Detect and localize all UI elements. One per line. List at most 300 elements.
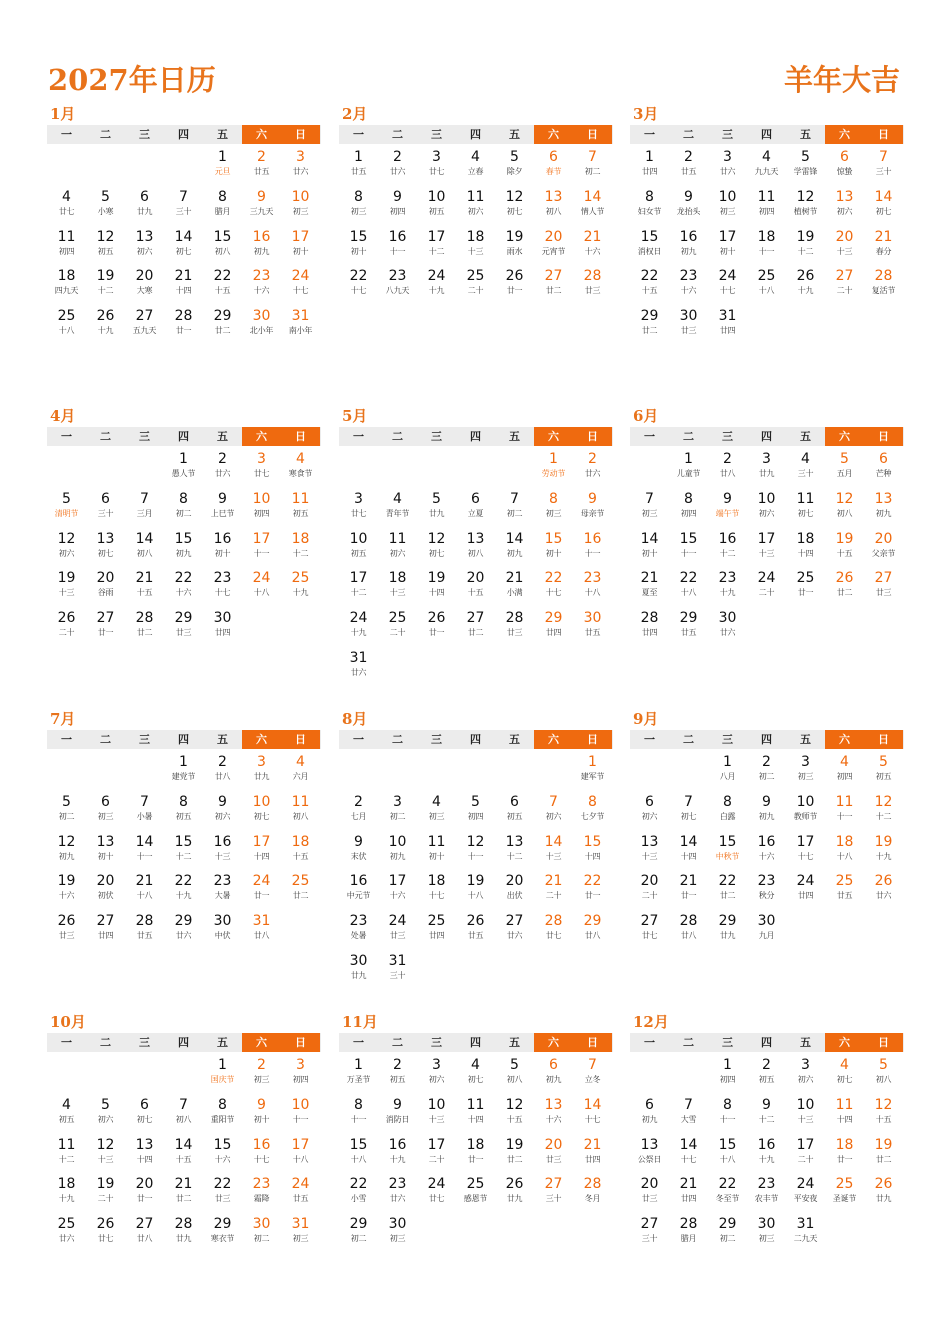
day-number: 5 (62, 793, 71, 810)
lunar-label: 二十 (428, 1154, 445, 1164)
day-cell (339, 187, 378, 227)
day-number: 5 (101, 1096, 110, 1113)
day-cell (203, 568, 242, 608)
day-cell (786, 266, 825, 306)
lunar-label: 小雪 (350, 1194, 367, 1204)
day-cell (125, 1214, 164, 1254)
lunar-label: 初五 (506, 811, 523, 821)
day-number: 17 (291, 228, 310, 245)
lunar-label: 中伏 (214, 931, 231, 941)
lunar-label: 初六 (136, 246, 153, 256)
day-number: 15 (174, 833, 193, 850)
day-number: 6 (101, 793, 110, 810)
day-cell (669, 608, 708, 648)
day-cell (534, 608, 573, 648)
lunar-label: 二十 (389, 628, 406, 638)
day-cell (417, 792, 456, 832)
day-number: 4 (296, 451, 305, 467)
day-cell (203, 608, 242, 648)
lunar-label: 十一 (680, 548, 697, 558)
lunar-label: 十五 (136, 588, 153, 598)
lunar-label: 龙抬头 (676, 206, 701, 216)
day-number: 23 (757, 1176, 776, 1193)
day-cell (242, 911, 281, 951)
day-cell (339, 911, 378, 951)
day-number: 12 (505, 1096, 524, 1113)
day-number: 23 (252, 268, 271, 285)
lunar-label: 十三 (214, 851, 231, 861)
weekday-label: 日 (573, 730, 612, 749)
day-number: 6 (549, 1057, 558, 1073)
day-number: 4 (471, 149, 480, 165)
day-cell (786, 832, 825, 872)
day-number: 28 (174, 308, 193, 325)
lunar-label: 清明节 (54, 508, 79, 518)
day-cell (786, 1214, 825, 1254)
day-cell (864, 449, 903, 489)
day-cell (630, 832, 669, 872)
lunar-label: 初十 (641, 548, 658, 558)
day-number: 27 (96, 913, 115, 930)
weekday-label: 三 (722, 430, 733, 443)
day-cell (630, 266, 669, 306)
lunar-label: 立春 (467, 167, 484, 176)
day-number: 9 (257, 1096, 266, 1113)
lunar-label: 初六 (797, 1075, 814, 1084)
day-number: 17 (796, 833, 815, 850)
day-cell (378, 1095, 417, 1135)
day-cell (339, 648, 378, 688)
day-cell (456, 568, 495, 608)
lunar-label: 廿三 (545, 1154, 562, 1164)
day-number: 4 (471, 1057, 480, 1073)
day-cell (86, 568, 125, 608)
lunar-label: 廿六 (350, 667, 367, 677)
day-number: 4 (62, 188, 71, 205)
day-cell (534, 1055, 573, 1095)
day-cell (495, 911, 534, 951)
day-cell (125, 911, 164, 951)
day-number: 18 (796, 530, 815, 547)
day-number: 26 (505, 268, 524, 285)
day-number: 7 (645, 490, 654, 507)
day-number: 24 (796, 873, 815, 890)
day-number: 2 (723, 451, 732, 467)
day-cell (281, 1055, 320, 1095)
day-cell (708, 1135, 747, 1175)
lunar-label: 冬月 (584, 1194, 601, 1204)
day-number: 13 (640, 1136, 659, 1153)
day-number: 25 (427, 913, 446, 930)
day-cell (378, 147, 417, 187)
day-cell (86, 608, 125, 648)
day-number: 27 (544, 268, 563, 285)
day-cell (864, 792, 903, 832)
day-cell (47, 568, 86, 608)
lunar-label: 十八 (58, 326, 75, 336)
day-cell (378, 951, 417, 991)
day-cell (534, 568, 573, 608)
lunar-label: 廿九 (719, 931, 736, 941)
day-cell (281, 449, 320, 489)
day-number: 18 (757, 228, 776, 245)
lunar-label: 南小年 (288, 326, 313, 336)
lunar-label: 十二 (506, 851, 523, 861)
lunar-label: 廿三 (389, 931, 406, 941)
lunar-label: 初二 (253, 1234, 270, 1244)
lunar-label: 廿一 (253, 891, 270, 901)
day-number: 23 (388, 268, 407, 285)
day-cell (495, 529, 534, 569)
lunar-label: 廿一 (506, 286, 523, 296)
lunar-label: 廿六 (389, 167, 406, 176)
month-name: 11月 (342, 1013, 378, 1031)
day-number: 9 (762, 793, 771, 810)
lunar-label: 廿五 (350, 167, 367, 176)
day-number: 8 (684, 490, 693, 507)
empty-cell (669, 1055, 708, 1095)
lunar-label: 初九 (58, 851, 75, 861)
day-number: 19 (505, 228, 524, 245)
day-cell (417, 147, 456, 187)
day-grid (339, 147, 613, 306)
day-cell (786, 187, 825, 227)
day-number: 13 (96, 530, 115, 547)
lunar-label: 廿五 (836, 891, 853, 901)
day-number: 15 (349, 1136, 368, 1153)
day-number: 31 (349, 649, 368, 666)
day-number: 24 (757, 570, 776, 587)
empty-cell (86, 449, 125, 489)
lunar-label: 十六 (58, 891, 75, 901)
lunar-label: 十五 (175, 1154, 192, 1164)
day-number: 18 (57, 1176, 76, 1193)
day-number: 19 (57, 570, 76, 587)
day-cell (242, 1214, 281, 1254)
lunar-label: 五九天 (132, 326, 157, 336)
lunar-label: 立夏 (467, 508, 484, 518)
day-cell (747, 871, 786, 911)
day-cell (164, 1095, 203, 1135)
weekday-label: 五 (217, 733, 228, 746)
day-cell (825, 1055, 864, 1095)
day-cell (164, 187, 203, 227)
lunar-label: 圣诞节 (832, 1194, 857, 1204)
day-number: 7 (588, 149, 597, 165)
lunar-label: 十八 (719, 1154, 736, 1164)
day-number: 16 (583, 530, 602, 547)
lunar-label: 元宵节 (541, 246, 566, 256)
lunar-label: 初三 (97, 811, 114, 821)
weekday-label: 三 (139, 128, 150, 141)
day-number: 30 (757, 1216, 776, 1233)
lunar-label: 廿九 (350, 970, 367, 980)
day-cell (630, 489, 669, 529)
day-cell (747, 832, 786, 872)
day-number: 10 (291, 188, 310, 205)
lunar-label: 雨水 (506, 246, 523, 256)
day-number: 27 (466, 610, 485, 627)
month-block (47, 405, 321, 648)
day-number: 17 (427, 228, 446, 245)
day-cell (242, 792, 281, 832)
day-cell (534, 227, 573, 267)
day-number: 11 (757, 188, 776, 205)
lunar-label: 廿五 (584, 628, 601, 638)
day-cell (164, 266, 203, 306)
day-cell (708, 792, 747, 832)
lunar-label: 初九 (680, 246, 697, 256)
lunar-label: 廿九 (506, 1194, 523, 1204)
day-cell (495, 1174, 534, 1214)
lunar-label: 廿五 (680, 167, 697, 176)
day-number: 11 (291, 793, 310, 810)
lunar-label: 初七 (136, 1114, 153, 1124)
lunar-label: 消防日 (385, 1114, 410, 1124)
day-cell (630, 871, 669, 911)
weekday-label: 三 (139, 1036, 150, 1049)
day-cell (417, 911, 456, 951)
day-number: 3 (723, 149, 732, 165)
day-cell (86, 911, 125, 951)
day-cell (864, 1055, 903, 1095)
weekday-label: 五 (509, 430, 520, 443)
day-cell (534, 449, 573, 489)
day-number: 6 (140, 188, 149, 205)
lunar-label: 初十 (253, 1114, 270, 1124)
day-number: 25 (291, 873, 310, 890)
weekday-label: 五 (800, 1036, 811, 1049)
day-number: 1 (549, 451, 558, 467)
day-cell (747, 1095, 786, 1135)
day-number: 8 (354, 188, 363, 205)
day-number: 14 (679, 1136, 698, 1153)
day-number: 30 (213, 913, 232, 930)
day-cell (164, 608, 203, 648)
lunar-label: 感恩节 (463, 1194, 488, 1204)
day-cell (203, 489, 242, 529)
day-number: 13 (835, 188, 854, 205)
day-cell (47, 489, 86, 529)
day-cell (339, 1055, 378, 1095)
day-number: 4 (840, 754, 849, 770)
lunar-label: 上巳节 (210, 508, 235, 518)
day-grid (630, 1055, 904, 1254)
weekday-label: 日 (573, 1033, 612, 1052)
day-cell (864, 1095, 903, 1135)
day-number: 30 (252, 308, 271, 325)
lunar-label: 除夕 (506, 167, 523, 176)
lunar-label: 冬至节 (715, 1194, 740, 1204)
lunar-label: 春节 (545, 167, 562, 176)
weekday-label: 二 (100, 128, 111, 141)
day-grid (339, 449, 613, 688)
day-number: 3 (801, 754, 810, 770)
lunar-label: 廿一 (836, 1154, 853, 1164)
lunar-label: 廿二 (641, 326, 658, 336)
day-number: 10 (291, 1096, 310, 1113)
lunar-label: 腊月 (214, 206, 231, 216)
day-cell (125, 871, 164, 911)
day-cell (417, 489, 456, 529)
day-cell (786, 871, 825, 911)
lunar-label: 初三 (350, 206, 367, 216)
day-number: 7 (549, 793, 558, 810)
day-number: 28 (583, 1176, 602, 1193)
month-block (339, 103, 613, 306)
day-cell (534, 1174, 573, 1214)
lunar-label: 十八 (136, 891, 153, 901)
day-cell (203, 187, 242, 227)
lunar-label: 十一 (719, 1114, 736, 1124)
day-cell (417, 1055, 456, 1095)
lunar-label: 二十 (467, 286, 484, 296)
lunar-label: 十五 (641, 286, 658, 296)
day-cell (630, 568, 669, 608)
day-cell (47, 266, 86, 306)
lunar-label: 十二 (758, 1114, 775, 1124)
day-number: 19 (874, 833, 893, 850)
lunar-label: 十三 (467, 246, 484, 256)
lunar-label: 初五 (875, 772, 892, 781)
day-grid (47, 449, 321, 648)
day-number: 20 (544, 1136, 563, 1153)
lunar-label: 廿八 (719, 469, 736, 478)
lunar-label: 廿六 (506, 931, 523, 941)
lunar-label: 十七 (584, 1114, 601, 1124)
day-number: 8 (549, 490, 558, 507)
weekday-label: 一 (353, 1036, 364, 1049)
lunar-label: 学雷锋 (793, 167, 818, 176)
day-cell (339, 951, 378, 991)
day-cell (825, 147, 864, 187)
day-number: 16 (388, 228, 407, 245)
day-number: 18 (57, 268, 76, 285)
day-number: 4 (296, 754, 305, 770)
day-number: 10 (388, 833, 407, 850)
weekday-label: 五 (217, 430, 228, 443)
lunar-label: 廿六 (58, 1234, 75, 1244)
month-name: 5月 (342, 407, 368, 425)
day-cell (164, 792, 203, 832)
day-number: 22 (174, 873, 193, 890)
day-cell (456, 871, 495, 911)
day-number: 16 (349, 873, 368, 890)
lunar-label: 父亲节 (871, 548, 896, 558)
lunar-label: 公祭日 (637, 1154, 662, 1164)
lunar-label: 廿六 (389, 1194, 406, 1204)
day-number: 14 (174, 228, 193, 245)
lunar-label: 十八 (836, 851, 853, 861)
weekday-label: 三 (431, 128, 442, 141)
empty-cell (47, 1055, 86, 1095)
day-number: 7 (510, 490, 519, 507)
day-number: 6 (840, 149, 849, 165)
lunar-label: 廿一 (175, 326, 192, 336)
day-number: 18 (291, 530, 310, 547)
lunar-label: 大寒 (136, 286, 153, 296)
day-cell (708, 752, 747, 792)
weekday-label: 六 (534, 125, 573, 144)
day-cell (534, 187, 573, 227)
day-number: 16 (718, 530, 737, 547)
lunar-label: 初十 (214, 548, 231, 558)
lunar-label: 国庆节 (210, 1075, 235, 1084)
day-cell (86, 266, 125, 306)
lunar-label: 廿七 (428, 167, 445, 176)
weekday-label: 一 (61, 128, 72, 141)
lunar-label: 十一 (836, 811, 853, 821)
day-cell (825, 529, 864, 569)
day-number: 8 (179, 490, 188, 507)
day-cell (281, 306, 320, 346)
day-number: 15 (640, 228, 659, 245)
day-number: 14 (679, 833, 698, 850)
lunar-label: 十五 (292, 851, 309, 861)
day-number: 17 (349, 570, 368, 587)
day-cell (669, 529, 708, 569)
day-number: 7 (140, 793, 149, 810)
day-number: 17 (252, 833, 271, 850)
lunar-label: 廿七 (545, 931, 562, 941)
day-number: 6 (510, 793, 519, 810)
day-number: 21 (135, 570, 154, 587)
day-number: 28 (874, 268, 893, 285)
lunar-label: 十三 (97, 1154, 114, 1164)
lunar-label: 十七 (253, 1154, 270, 1164)
day-number: 10 (718, 188, 737, 205)
lunar-label: 十七 (292, 286, 309, 296)
day-number: 12 (57, 833, 76, 850)
day-number: 26 (874, 1176, 893, 1193)
lunar-label: 廿四 (641, 167, 658, 176)
lunar-label: 小满 (506, 588, 523, 598)
day-cell (378, 489, 417, 529)
day-cell (378, 1174, 417, 1214)
day-cell (339, 871, 378, 911)
day-cell (573, 187, 612, 227)
day-number: 5 (840, 451, 849, 467)
month-name: 6月 (633, 407, 659, 425)
month-name: 7月 (50, 710, 76, 728)
lunar-label: 十四 (836, 1114, 853, 1124)
day-cell (281, 1135, 320, 1175)
day-number: 3 (762, 451, 771, 467)
day-cell (339, 1095, 378, 1135)
weekday-label: 二 (392, 430, 403, 443)
day-number: 22 (718, 1176, 737, 1193)
weekday-label: 三 (139, 733, 150, 746)
lunar-label: 三十 (97, 508, 114, 518)
lunar-label: 初四 (58, 246, 75, 256)
day-number: 16 (757, 1136, 776, 1153)
lunar-label: 廿四 (719, 326, 736, 336)
day-number: 1 (723, 754, 732, 770)
lunar-label: 初二 (350, 1234, 367, 1244)
weekday-label: 五 (800, 430, 811, 443)
weekday-label: 四 (761, 733, 772, 746)
lunar-label: 初三 (253, 1075, 270, 1084)
day-cell (495, 871, 534, 911)
day-number: 15 (174, 530, 193, 547)
day-number: 15 (349, 228, 368, 245)
day-number: 17 (757, 530, 776, 547)
day-cell (630, 1214, 669, 1254)
day-cell (242, 529, 281, 569)
lunar-label: 十三 (836, 246, 853, 256)
lunar-label: 十八 (467, 891, 484, 901)
day-cell (495, 792, 534, 832)
